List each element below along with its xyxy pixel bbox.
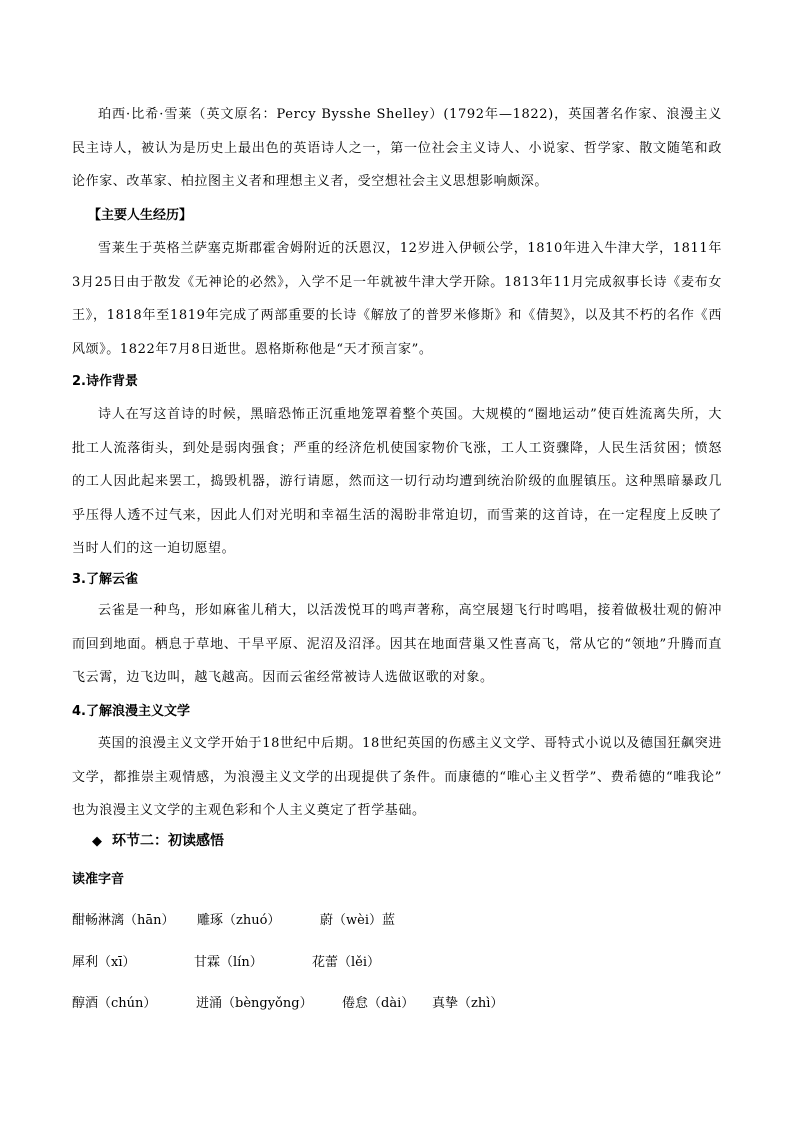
- pronunciation-item: 蔚（wèi）蓝: [320, 913, 395, 928]
- skylark-paragraph: 云雀是一种鸟，形如麻雀儿稍大，以活泼悦耳的鸣声著称，高空展翅飞行时鸣唱，接着做极壮观的俯冲而回到地面。栖息于草地、干旱平原、泥沼及沼泽。因其在地面营巢又性喜高飞，常从它的“领地”升腾而直飞云霄，边飞边叫，越飞越高。因而云雀经常被诗人选做讴歌的对象。: [72, 603, 722, 685]
- pronunciation-item: 花蕾（lěi）: [312, 955, 381, 970]
- life-heading: 【主要人生经历】: [88, 208, 193, 223]
- pronunciation-item: 甘霖（lín）: [194, 955, 263, 970]
- pronunciation-item: 酣畅淋漓（hān）: [72, 913, 175, 928]
- pronunciation-item: 醇酒（chún）: [72, 996, 157, 1011]
- romanticism-paragraph: 英国的浪漫主义文学开始于18世纪中后期。18世纪英国的伤感主义文学、哥特式小说以及德国狂飙突进文学，都推崇主观情感，为浪漫主义文学的出现提供了条件。而康德的“唯心主义哲学”、费希德的“唯我论” 也为浪漫主义文学的主观色彩和个人主义奠定了哲学基础。: [72, 736, 722, 818]
- life-paragraph: 雪莱生于英格兰萨塞克斯郡霍舍姆附近的沃恩汉，12岁进入伊顿公学，1810年进入牛津大学，1811年3月25日由于散发《无神论的必然》，入学不足一年就被牛津大学开除。1813年11月完成叙事长诗《麦布女王》，1818年至1819年完成了两部重要的长诗《解放了的普罗米修斯》和《倩契》，以及其不朽的名作《西风颂》。1822年7月8日逝世。恩格斯称他是“天才预言家”。: [72, 241, 722, 357]
- intro-paragraph: 珀西·比希·雪莱（英文原名：Percy Bysshe Shelley）(1792年—1822)，英国著名作家、浪漫主义民主诗人，被认为是历史上最出色的英语诗人之一，第一位社会主义诗人、小说家、哲学家、散文随笔和政论作家、改革家、柏拉图主义者和理想主义者，受空想社会主义思想影响颇深。: [72, 107, 722, 189]
- pronunciation-item: 真挚（zhì）: [432, 996, 504, 1011]
- section-two-title: [92, 830, 224, 850]
- pronunciation-item: 倦怠（dài）: [342, 996, 415, 1011]
- background-heading: 2.诗作背景: [72, 374, 138, 389]
- pronunciation-item: 犀利（xī）: [72, 955, 136, 970]
- pronunciation-heading: 读准字音: [72, 872, 125, 887]
- section-two-label: 环节二：初读感悟: [112, 833, 224, 849]
- skylark-heading: 3.了解云雀: [72, 572, 138, 587]
- diamond-bullet-icon: ◆: [92, 834, 102, 849]
- background-paragraph: 诗人在写这首诗的时候，黑暗恐怖正沉重地笼罩着整个英国。大规模的“圈地运动”使百姓流离失所，大批工人流落街头，到处是弱肉强食；严重的经济危机使国家物价飞涨，工人工资骤降，人民生活贫困；愤怒的工人因此起来罢工，捣毁机器，游行请愿，然而这一切行动均遭到统治阶级的血腥镇压。这种黑暗暴政几乎压得人透不过气来，因此人们对光明和幸福生活的渴盼非常迫切，而雪莱的这首诗，在一定程度上反映了当时人们的这一迫切愿望。: [72, 407, 722, 556]
- romanticism-heading: 4.了解浪漫主义文学: [72, 704, 190, 719]
- pronunciation-item: 雕琢（zhuó）: [197, 913, 281, 928]
- pronunciation-item: 迸涌（bèngyǒng）: [196, 996, 313, 1011]
